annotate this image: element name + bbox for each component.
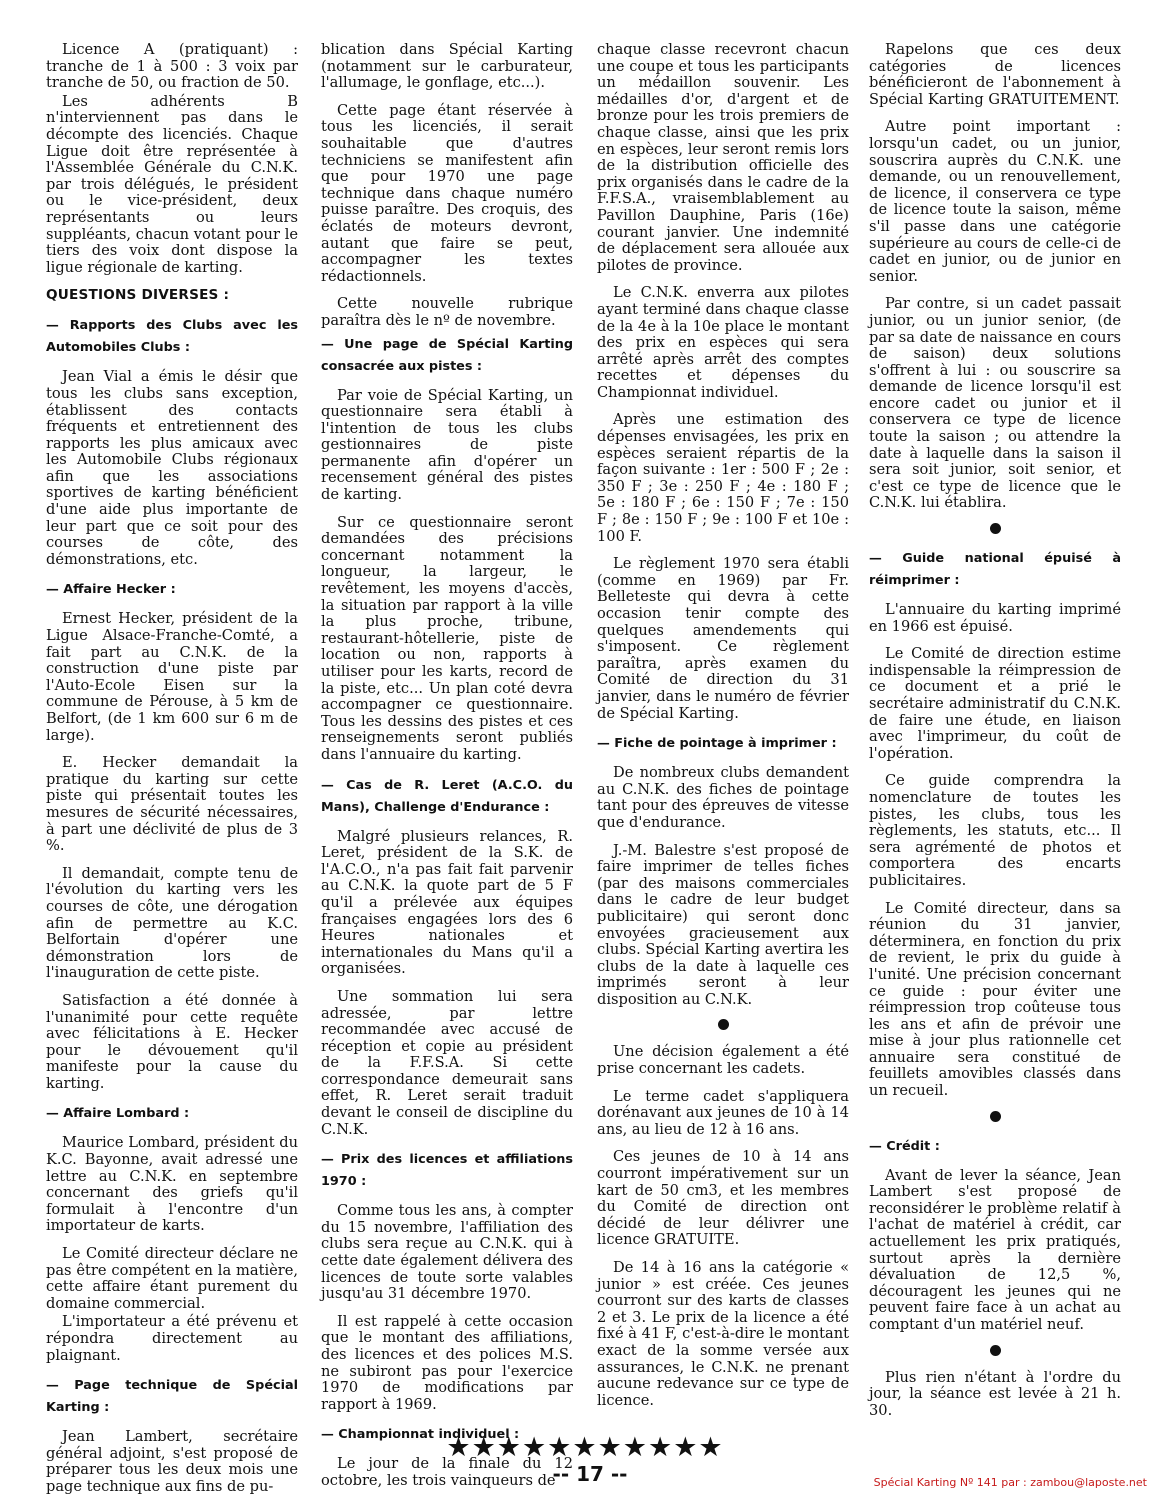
- paragraph: Licence A (pratiquant) : tranche de 1 à 500 : 3 voix par tranche de 50, ou fraction de 50.: [46, 41, 298, 92]
- scan-credit: Spécial Karting Nº 141 par : zambou@laposte.net: [873, 1476, 1147, 1489]
- paragraph: Satisfaction a été donnée à l'unanimité pour cette requête avec félicitations à E. Hecker pour le dévouement qu'il manifeste pour la cause du karting.: [46, 991, 298, 1092]
- paragraph: Le Comité de direction estime indispensable la réimpression de ce document et a prié le secrétaire administratif du C.N.K. de faire une étude, en liaison avec l'imprimeur, du coût de l'opération.: [869, 645, 1121, 762]
- paragraph: Rapelons que ces deux catégories de licences bénéficieront de l'abonnement à Spécial Karting GRATUITEMENT.: [869, 41, 1121, 108]
- column-3: [597, 42, 849, 1420]
- subsection-heading: — Prix des licences et affiliations 1970 :: [321, 1152, 573, 1190]
- paragraph: Sur ce questionnaire seront demandées des précisions concernant notamment la longueur, la largeur, le revêtement, les moyens d'accès, la situation par rapport à la ville la plus proche, tribune, restaurant-hôtellerie, piste de location ou non, rapports à utiliser pour les karts, record de la piste, etc... Un plan coté devra accompagner ce questionnaire. Tous les dessins des pistes et ces renseignements seront publiés dans l'annuaire du karting.: [321, 513, 573, 763]
- subsection-heading: — Une page de Spécial Karting consacrée aux pistes :: [321, 336, 573, 374]
- subsection-heading: — Crédit :: [869, 1138, 940, 1154]
- paragraph: De 14 à 16 ans la catégorie « junior » est créée. Ces jeunes courront sur des karts de classes 2 et 3. Le prix de la licence a été fixé à 41 F, c'est-à-dire le montant exact de la somme versée aux assurances, le C.N.K. ne prenant aucune redevance sur ce type de licence.: [597, 1259, 849, 1409]
- subsection-heading: — Guide national épuisé à réimprimer :: [869, 551, 1121, 589]
- subsection-heading: — Rapports des Clubs avec les Automobiles Clubs :: [46, 318, 298, 356]
- paragraph: Avant de lever la séance, Jean Lambert s'est proposé de reconsidérer le problème relatif à l'achat de matériel à crédit, car actuellement les prix pratiqués, surtout après la dernière dévaluation de 12,5 %, découragent les jeunes qui ne peuvent faire face à un achat au comptant d'un matériel neuf.: [869, 1166, 1121, 1333]
- column-2: [321, 42, 573, 1501]
- paragraph: Malgré plusieurs relances, R. Leret, président de la S.K. de l'A.C.O., n'a pas fait fait parvenir au C.N.K. la quote part de 5 F qu'il a prélevée aux équipes françaises engagées lors des 6 Heures nationales et internationales du Mans qu'il a organisées.: [321, 827, 573, 978]
- paragraph: Cette page étant réservée à tous les licenciés, il serait souhaitable que d'autres techniciens se manifestent afin que pour 1970 une page technique dans chaque numéro puisse paraître. Des croquis, des éclatés de moteurs devront, autant que faire se peut, accompagner les textes rédactionnels.: [321, 101, 573, 285]
- paragraph: Le jour de la finale du 12 octobre, les trois vainqueurs de: [321, 1455, 573, 1489]
- paragraph: Par contre, si un cadet passait junior, ou un junior senior, (de par sa date de naissance en cours de saison) deux solutions s'offrent à lui : ou souscrire sa demande de licence lorsqu'il est encore cadet ou junior et il conservera ce type de licence toute la saison ; ou attendre la date à laquelle dans la saison il sera soit junior, soit senior, et c'est ce type de licence que le C.N.K. lui établira.: [869, 295, 1121, 512]
- paragraph: chaque classe recevront chacun une coupe et tous les participants un médaillon souvenir. Les médailles d'or, d'argent et de bronze pour les trois premiers de chaque classe, ainsi que les prix en espèces, leur seront remis lors de la distribution officielle des prix organisés dans le cadre de la F.F.S.A., vraisemblablement au Pavillon Dauphine, Paris (16e) courant janvier. Une indemnité de déplacement sera allouée aux pilotes de province.: [597, 41, 849, 274]
- paragraph: Autre point important : lorsqu'un cadet, ou un junior, souscrira auprès du C.N.K. une demande, ou un renouvellement, de licence, il conservera ce type de licence toute la saison, même s'il passe dans une catégorie supérieure au cours de celle-ci de cadet en junior, ou de junior en senior.: [869, 118, 1121, 285]
- separator-bullet: [990, 1345, 1001, 1356]
- paragraph: Jean Lambert, secrétaire général adjoint, s'est proposé de préparer tous les deux mois une page technique aux fins de pu-: [46, 1428, 298, 1495]
- paragraph: Comme tous les ans, à compter du 15 novembre, l'affiliation des clubs sera reçue au C.N.K. qui à cette date également délivera des licences de toute sorte valables jusqu'au 31 décembre 1970.: [321, 1202, 573, 1303]
- paragraph: Après une estimation des dépenses envisagées, les prix en espèces seraient répartis de la façon suivante : 1er : 500 F ; 2e : 350 F ; 3e : 250 F ; 4e : 180 F ; 5e : 180 F ; 6e : 150 F ; 7e : 150 F ; 8e : 150 F ; 9e : 100 F et 10e : 100 F.: [597, 411, 849, 545]
- separator-bullet: [718, 1019, 729, 1030]
- star-divider: ★★★★★★★★★★★: [446, 1432, 724, 1463]
- separator-bullet: [990, 523, 1001, 534]
- subsection-heading: — Championnat individuel :: [321, 1427, 520, 1443]
- column-1: [46, 42, 298, 1507]
- paragraph: Le règlement 1970 sera établi (comme en 1969) par Fr. Belleteste qui devra à cette occasion tenir compte des quelques amendements qui s'imposent. Ce règlement paraîtra, après examen du Comité de direction du 31 janvier, dans le numéro de février de Spécial Karting.: [597, 555, 849, 722]
- paragraph: Il est rappelé à cette occasion que le montant des affiliations, des licences et des polices M.S. ne subiront pas pour l'exercice 1970 de modifications par rapport à 1969.: [321, 1312, 573, 1413]
- page-number: -- 17 --: [552, 1462, 628, 1486]
- subsection-heading: — Fiche de pointage à imprimer :: [597, 736, 837, 752]
- subsection-heading: — Affaire Lombard :: [46, 1106, 190, 1122]
- paragraph: Maurice Lombard, président du K.C. Bayonne, avait adressé une lettre au C.N.K. en septembre concernant des griefs qu'il formulait à l'encontre d'un importateur de karts.: [46, 1134, 298, 1235]
- paragraph: Les adhérents B n'interviennent pas dans le décompte des licenciés. Chaque Ligue doit être représentée à l'Assemblée Générale du C.N.K. par trois délégués, le président ou le vice-président, deux représentants ou leurs suppléants, chacun votant pour le tiers des voix dont dispose la ligue régionale de karting.: [46, 92, 298, 276]
- subsection-heading: — Cas de R. Leret (A.C.O. du Mans), Challenge d'Endurance :: [321, 777, 573, 815]
- paragraph: Il demandait, compte tenu de l'évolution du karting vers les courses de côte, une dérogation afin de permettre au K.C. Belfortain d'opérer une démonstration lors de l'inauguration de cette piste.: [46, 864, 298, 982]
- paragraph: Par voie de Spécial Karting, un questionnaire sera établi à l'intention de tous les clubs gestionnaires de piste permanente afin d'opérer un recensement général des pistes de karting.: [321, 386, 573, 504]
- paragraph: Une sommation lui sera adressée, par lettre recommandée avec accusé de réception et copie au président de la F.F.S.A. Si cette correspondance demeurait sans effet, R. Leret serait traduit devant le conseil de discipline du C.N.K.: [321, 987, 573, 1138]
- paragraph: Le Comité directeur, dans sa réunion du 31 janvier, déterminera, en fonction du prix de revient, le prix du guide à l'unité. Une précision concernant ce guide : pour éviter une réimpression trop coûteuse tous les ans et afin de prévoir une mise à jour plus rationnelle cet annuaire sera constitué de feuillets amovibles classés dans un recueil.: [869, 899, 1121, 1100]
- paragraph: Ces jeunes de 10 à 14 ans courront impérativement sur un kart de 50 cm3, et les membres du Comité de direction ont décidé de leur délivrer une licence GRATUITE.: [597, 1148, 849, 1249]
- paragraph: Le Comité directeur déclare ne pas être compétent en la matière, cette affaire étant purement du domaine commercial.: [46, 1245, 298, 1312]
- paragraph: E. Hecker demandait la pratique du karting sur cette piste qui présentait toutes les mesures de sécurité nécessaires, à part une déclivité de plus de 3 %.: [46, 754, 298, 855]
- paragraph: Jean Vial a émis le désir que tous les clubs sans exception, établissent des contacts fréquents et entretiennent des rapports les plus amicaux avec les Automobile Clubs régionaux afin que les associations sportives de karting bénéficient d'une aide plus importante de leur part que ce soit pour des courses de côte, des démonstrations, etc.: [46, 368, 298, 568]
- paragraph: Ce guide comprendra la nomenclature de toutes les pistes, les clubs, tous les règlements, les statuts, etc... Il sera agrémenté de photos et comportera des encarts publicitaires.: [869, 772, 1121, 889]
- paragraph: Ernest Hecker, président de la Ligue Alsace-Franche-Comté, a fait part au C.N.K. de la construction d'une piste par l'Auto-Ecole Eisen sur la commune de Pérouse, à 5 km de Belfort, (de 1 km 600 sur 6 m de large).: [46, 610, 298, 744]
- paragraph: L'annuaire du karting imprimé en 1966 est épuisé.: [869, 601, 1121, 635]
- paragraph: Plus rien n'étant à l'ordre du jour, la séance est levée à 21 h. 30.: [869, 1368, 1121, 1419]
- paragraph: J.-M. Balestre s'est proposé de faire imprimer de telles fiches (par des maisons commerciales dans le cadre de leur budget publicitaire) qui seront donc envoyées gracieusement aux clubs. Spécial Karting avertira les clubs de la date à laquelle ces imprimés seront à leur disposition au C.N.K.: [597, 841, 849, 1008]
- column-4: [869, 42, 1121, 1430]
- paragraph: blication dans Spécial Karting (notamment sur le carburateur, l'allumage, le gonflage, etc...).: [321, 41, 573, 92]
- section-heading: QUESTIONS DIVERSES :: [46, 287, 230, 304]
- subsection-heading: — Page technique de Spécial Karting :: [46, 1378, 298, 1416]
- paragraph: Une décision également a été prise concernant les cadets.: [597, 1043, 849, 1078]
- paragraph: L'importateur a été prévenu et répondra directement au plaignant.: [46, 1313, 298, 1364]
- subsection-heading: — Affaire Hecker :: [46, 582, 176, 598]
- separator-bullet: [990, 1111, 1001, 1122]
- paragraph: Le C.N.K. enverra aux pilotes ayant terminé dans chaque classe de la 4e à la 10e place le montant des prix en espèces qui sera arrêté après arrêt des comptes recettes et dépenses du Championnat individuel.: [597, 284, 849, 401]
- paragraph: Le terme cadet s'appliquera dorénavant aux jeunes de 10 à 14 ans, au lieu de 12 à 16 ans.: [597, 1087, 849, 1138]
- paragraph: De nombreux clubs demandent au C.N.K. des fiches de pointage tant pour des épreuves de vitesse que d'endurance.: [597, 764, 849, 831]
- paragraph: Cette nouvelle rubrique paraîtra dès le nº de novembre.: [321, 295, 573, 329]
